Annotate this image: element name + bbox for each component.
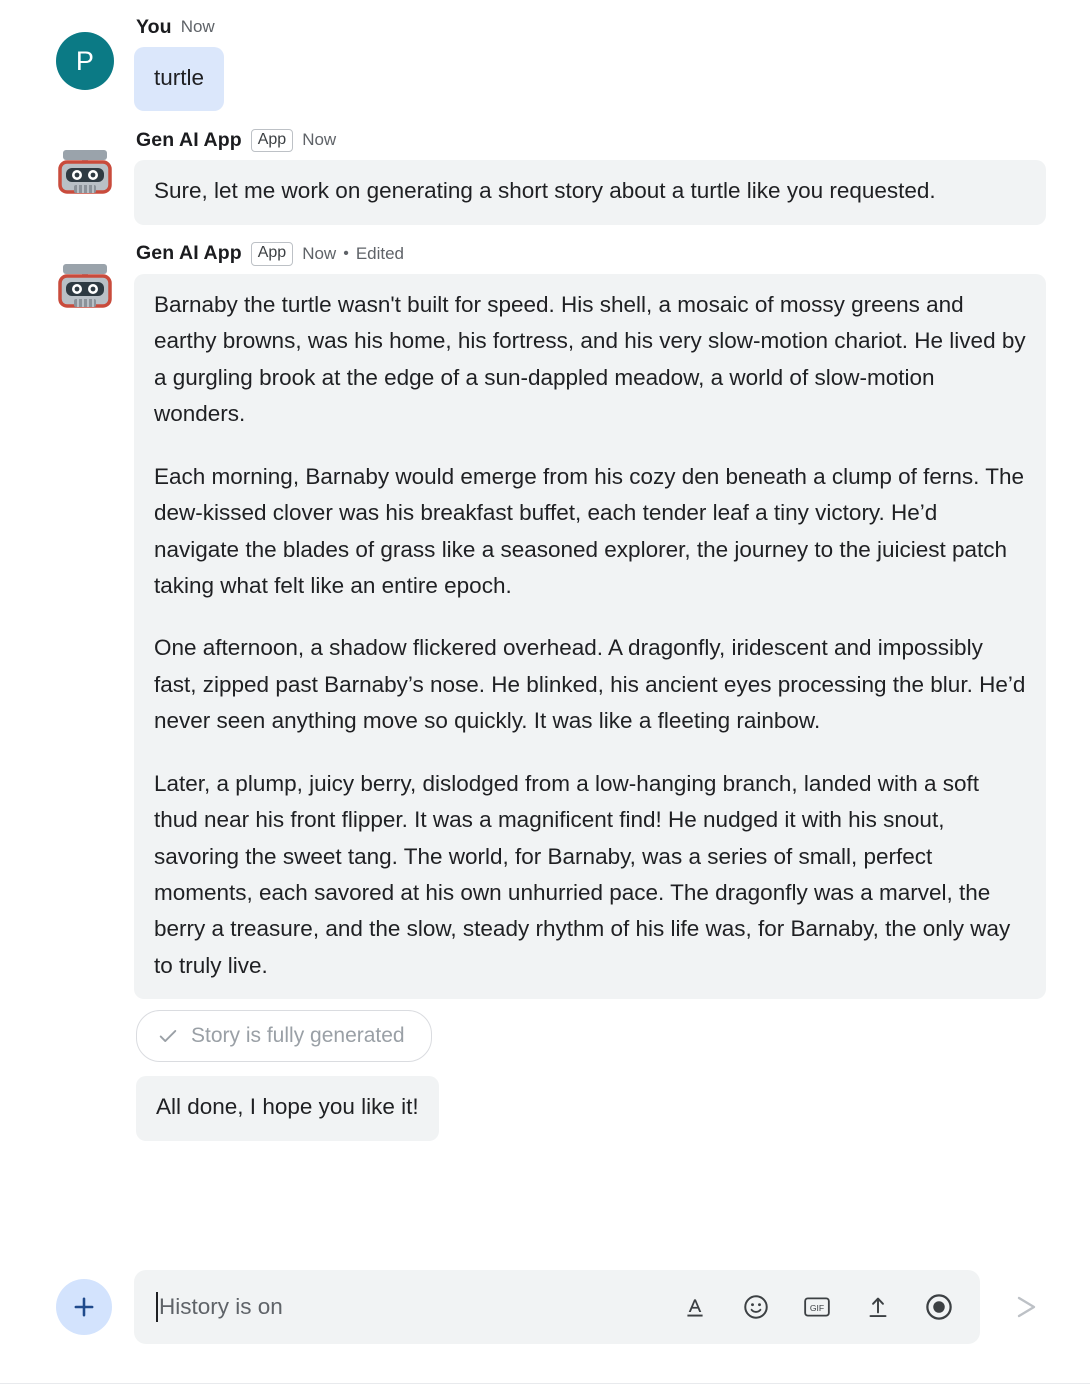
gif-icon[interactable]: [802, 1292, 832, 1322]
composer-icon-row: [680, 1292, 954, 1322]
message-composer: [0, 1270, 1090, 1384]
check-icon: [157, 1025, 179, 1047]
status-badge-label: Story is fully generated: [191, 1024, 405, 1048]
message-meta: [134, 127, 1046, 153]
message-paragraph: All done, I hope you like it!: [156, 1094, 419, 1120]
message-group-app-story: [0, 241, 1090, 1141]
avatar-column: [56, 241, 134, 317]
send-icon: [1010, 1292, 1044, 1322]
emoji-icon[interactable]: [741, 1292, 771, 1322]
message-author: Gen AI App: [136, 128, 242, 151]
message-paragraph: One afternoon, a shadow flickered overhead. A dragonfly, iridescent and impossibly fast, zipped past Barnaby’s nose. He blinked, his ancient eyes processing the blur. He’d never seen anything move so quickly. It was like a fleeting rainbow.: [154, 635, 1026, 734]
send-button[interactable]: [998, 1278, 1056, 1336]
format-text-icon[interactable]: [680, 1292, 710, 1322]
app-badge: App: [251, 242, 293, 265]
message-bubble[interactable]: [134, 274, 1046, 999]
message-paragraph: Sure, let me work on generating a short story about a turtle like you requested.: [154, 178, 936, 204]
followup-message-bubble[interactable]: [136, 1076, 439, 1140]
plus-icon: [70, 1293, 98, 1321]
message-author: Gen AI App: [136, 242, 242, 265]
add-attachment-button[interactable]: [56, 1279, 112, 1335]
message-author: You: [136, 15, 172, 38]
status-badge[interactable]: [136, 1010, 432, 1062]
message-input-placeholder: History is on: [159, 1294, 283, 1319]
message-group-user: [0, 14, 1090, 111]
avatar[interactable]: P: [56, 32, 114, 90]
meta-separator: •: [343, 244, 349, 262]
app-badge: App: [251, 129, 293, 152]
avatar-column: [56, 127, 134, 203]
edited-label: Edited: [355, 243, 405, 263]
message-paragraph: Barnaby the turtle wasn't built for speed. His shell, a mosaic of mossy greens and earthy browns, was his home, his fortress, and his very slow-motion chariot. He lived by a gurgling brook at the edge of a sun-dappled meadow, a world of slow-motion wonders.: [154, 291, 1026, 427]
message-content: [134, 127, 1046, 224]
record-video-icon[interactable]: [924, 1292, 954, 1322]
message-content: [134, 241, 1046, 1141]
message-paragraph: Each morning, Barnaby would emerge from his cozy den beneath a clump of ferns. The dew-kissed clover was his breakfast buffet, each tender leaf a tiny victory. He’d navigate the blades of grass like a seasoned explorer, the journey to the juiciest patch taking what felt like an entire epoch.: [154, 463, 1025, 598]
message-timestamp: Now: [302, 130, 337, 150]
message-paragraph: Later, a plump, juicy berry, dislodged from a low-hanging branch, landed with a soft thud near his front flipper. It was a magnificent find! He nudged it with his snout, savoring the sweet tang. The world, for Barnaby, was a series of small, perfect moments, each savored at his own unhurried pace. The dragonfly was a marvel, the berry a treasure, and the slow, steady rhythm of his life was, for Barnaby, the only way to truly live.: [154, 770, 1011, 978]
message-timestamp: Now: [180, 17, 215, 36]
message-meta: [134, 241, 1046, 267]
status-chip-row: [134, 1010, 1046, 1062]
robot-avatar-icon[interactable]: [56, 145, 114, 203]
message-content: [134, 14, 1046, 111]
message-bubble[interactable]: [134, 160, 1046, 224]
text-caret: [156, 1292, 158, 1322]
followup-row: [134, 1076, 1046, 1140]
message-paragraph: turtle: [154, 65, 205, 90]
robot-avatar-icon[interactable]: [56, 259, 114, 317]
message-input[interactable]: [134, 1270, 980, 1344]
upload-file-icon[interactable]: [863, 1292, 893, 1322]
message-bubble[interactable]: [134, 47, 224, 111]
message-meta: [134, 14, 1046, 40]
svg-text:GIF: GIF: [809, 1302, 825, 1313]
message-group-app-ack: [0, 127, 1090, 224]
message-timestamp: Now: [302, 243, 337, 263]
avatar-column: [56, 14, 134, 90]
